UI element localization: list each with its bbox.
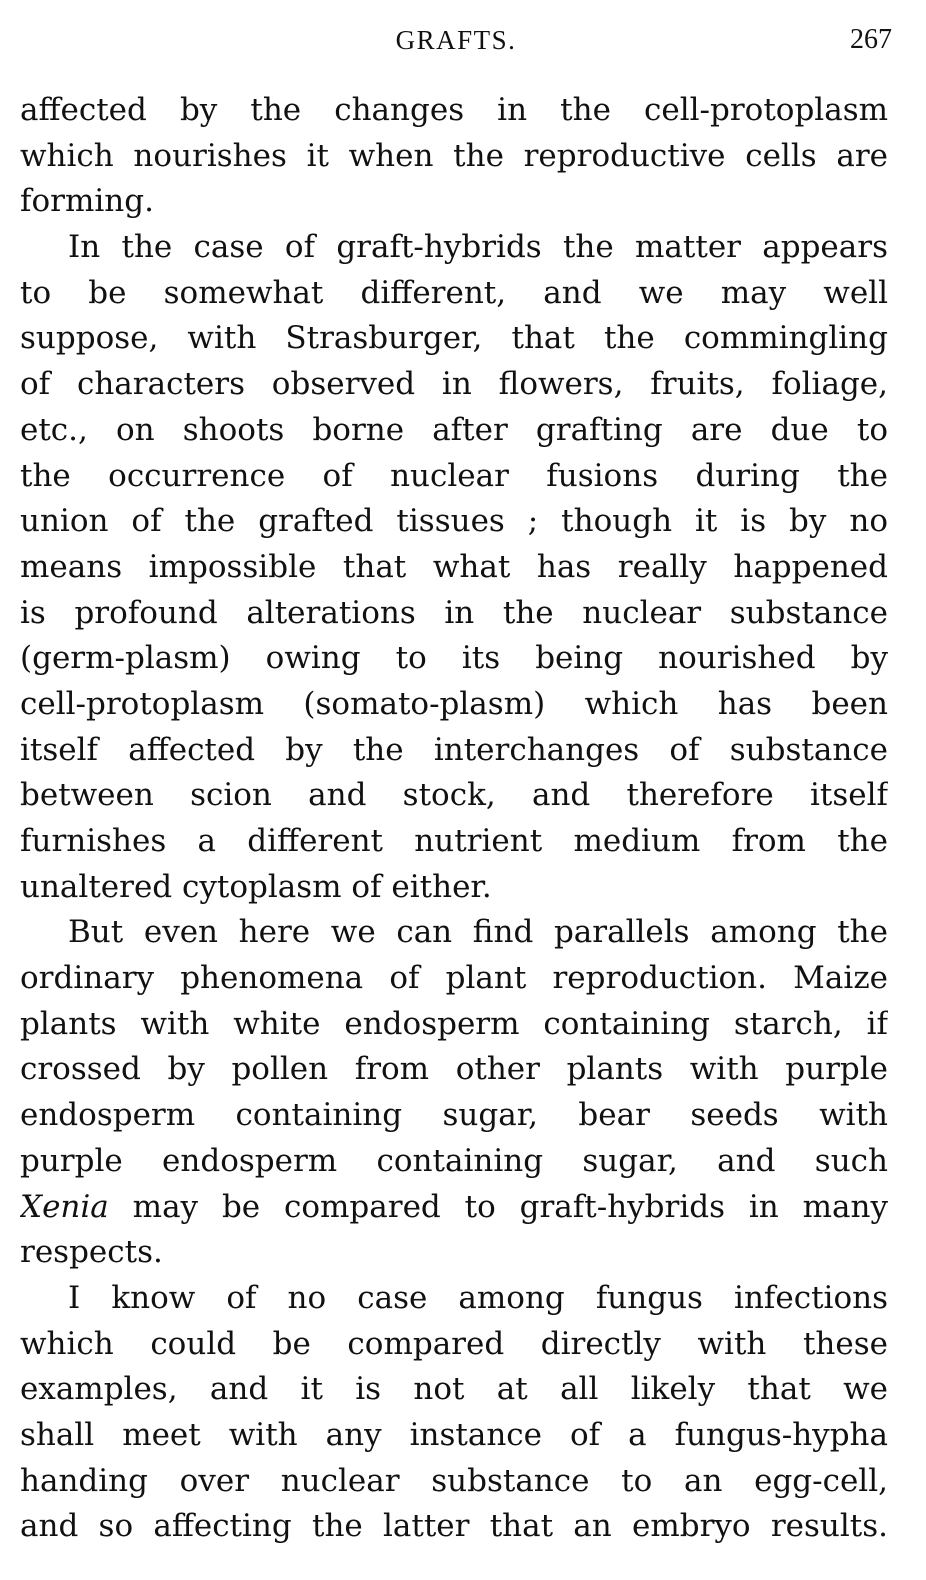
paragraph-2 <box>20 225 888 910</box>
text-line: cell-protoplasm (somato-plasm) which has been <box>20 685 888 722</box>
text-line: purple endosperm containing sugar, and such <box>20 1142 888 1179</box>
text-line: forming. <box>20 183 154 220</box>
paragraph-1 <box>20 88 888 225</box>
text-line: means impossible that what has really happened <box>20 548 888 585</box>
italic-term: Xenia <box>20 1188 109 1225</box>
text-line: handing over nuclear substance to an egg-cell, <box>20 1462 888 1499</box>
text-line: examples, and it is not at all likely that we <box>20 1371 888 1408</box>
text-line: between scion and stock, and therefore itself <box>20 777 888 814</box>
text-line: furnishes a different nutrient medium from the <box>20 823 888 859</box>
text-line: In the case of graft-hybrids the matter appears <box>68 229 888 266</box>
text-line: affected by the changes in the cell-protoplasm <box>20 92 888 128</box>
text-line: which could be compared directly with these <box>20 1325 888 1362</box>
text-line: crossed by pollen from other plants with purple <box>20 1051 888 1088</box>
text-line: shall meet with any instance of a fungus-hypha <box>20 1416 888 1453</box>
text-line: ordinary phenomena of plant reproduction. Maize <box>20 960 888 997</box>
paragraph-4 <box>20 1276 888 1550</box>
text-line: unaltered cytoplasm of either. <box>20 868 492 905</box>
text-line: itself affected by the interchanges of substance <box>20 731 888 768</box>
page-number: 267 <box>850 24 892 55</box>
text-line: which nourishes it when the reproductive cells are <box>20 137 888 174</box>
text-line-italic <box>20 1185 888 1231</box>
text-line: and so affecting the latter that an embryo results. <box>20 1508 888 1545</box>
paragraph-3 <box>20 910 888 1276</box>
text-line: (germ-plasm) owing to its being nourished by <box>20 640 888 677</box>
text-line-rest: may be compared to graft-hybrids in many <box>132 1188 888 1225</box>
text-line: respects. <box>20 1234 163 1271</box>
text-line: union of the grafted tissues ; though it is by no <box>20 503 888 540</box>
page-header <box>20 22 892 62</box>
text-line: of characters observed in flowers, fruits, foliage, <box>20 366 888 403</box>
text-line: But even here we can find parallels among the <box>68 914 888 951</box>
text-line: the occurrence of nuclear fusions during the <box>20 457 888 494</box>
text-line: I know of no case among fungus infections <box>68 1279 888 1316</box>
running-head: GRAFTS. <box>395 25 517 55</box>
text-line: is profound alterations in the nuclear substance <box>20 594 888 631</box>
text-line: to be somewhat different, and we may well <box>20 274 888 311</box>
text-line: suppose, with Strasburger, that the commingling <box>20 320 888 357</box>
text-line: endosperm containing sugar, bear seeds with <box>20 1097 888 1134</box>
text-line: etc., on shoots borne after grafting are due to <box>20 411 888 448</box>
text-line: plants with white endosperm containing starch, if <box>20 1005 888 1042</box>
body-text <box>20 88 888 1550</box>
